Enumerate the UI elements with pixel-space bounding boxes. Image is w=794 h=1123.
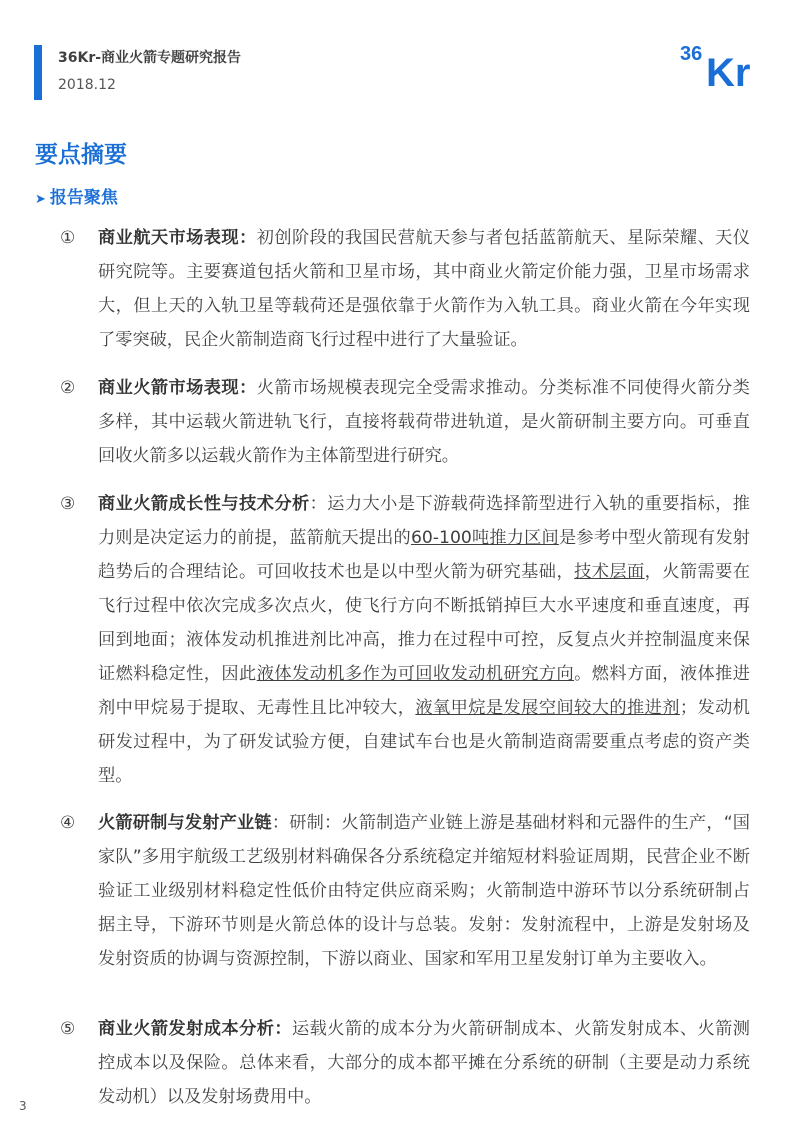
item-number: ④: [60, 813, 76, 833]
summary-item-3: [60, 487, 750, 793]
item-body: [98, 806, 750, 976]
item-text: 。燃料方面，液体推进剂中甲烷易于提取、无毒性且比冲较大，: [98, 664, 750, 718]
item-number: ⑤: [60, 1019, 76, 1039]
page-number: 3: [19, 1099, 27, 1113]
sub-title-text: 报告聚焦: [49, 188, 118, 208]
svg-text:Kr: Kr: [706, 51, 751, 92]
highlight-thrust-range: 60-100吨推力区间: [410, 528, 559, 548]
highlight-liquid-engine: 液体发动机多作为可回收发动机研究方向: [256, 664, 575, 684]
item-text: 是参考中型火箭现有发射趋势后的合理结论。可回收技术也是以中型火箭为研究基础，: [98, 528, 750, 582]
summary-item-2: [60, 371, 750, 473]
item-text: 运载火箭的成本分为火箭研制成本、火箭发射成本、火箭测控成本以及保险。总体来看，大部分的成本都平摊在分系统的研制（主要是动力系统发动机）以及发射场费用中。: [98, 1019, 750, 1107]
highlight-methane: 液氧甲烷是发展空间较大的推进剂: [415, 698, 680, 718]
summary-item-5: [60, 1012, 750, 1114]
report-date: 2018.12: [58, 77, 116, 93]
item-number: ②: [60, 378, 76, 398]
item-body: [98, 1012, 750, 1114]
36kr-logo: [680, 40, 765, 96]
svg-text:36: 36: [680, 43, 703, 65]
item-number: ①: [60, 228, 76, 248]
item-text: ：运力大小是下游载荷选择箭型进行入轨的重要指标，推力则是决定运力的前提，蓝箭航天提出的: [98, 494, 750, 548]
section-title: 要点摘要: [35, 142, 127, 168]
sub-title: [35, 183, 118, 208]
item-text: ，火箭需要在飞行过程中依次完成多次点火，使飞行方向不断抵销掉巨大水平速度和垂直速度，再回到地面；液体发动机推进剂比冲高，推力在过程中可控，反复点火并控制温度来保证燃料稳定性，因此: [98, 562, 750, 684]
item-lead: 商业火箭市场表现：: [98, 378, 257, 398]
header-accent-bar: [34, 45, 42, 100]
item-number: ③: [60, 494, 76, 514]
item-lead: 商业火箭发射成本分析：: [98, 1019, 292, 1039]
report-title: 36Kr-商业火箭专题研究报告: [58, 50, 242, 66]
item-text: 火箭市场规模表现完全受需求推动。分类标准不同使得火箭分类多样，其中运载火箭进轨飞行，直接将载荷带进轨道，是火箭研制主要方向。可垂直回收火箭多以运载火箭作为主体箭型进行研究。: [98, 378, 750, 466]
item-text: ：研制：火箭制造产业链上游是基础材料和元器件的生产，“国家队”多用宇航级工艺级别材料确保各分系统稳定并缩短材料验证周期，民营企业不断验证工业级别材料稳定性低价由特定供应商采购；火箭制造中游环节以分系统研制占据主导，下游环节则是火箭总体的设计与总装。发射：发射流程中，上游是发射场及发射资质的协调与资源控制，下游以商业、国家和军用卫星发射订单为主要收入。: [98, 813, 750, 969]
arrow-icon: ➤: [35, 192, 46, 207]
item-lead: 商业航天市场表现：: [98, 228, 257, 248]
item-text: ；发动机研发过程中，为了研发试验方便，自建试车台也是火箭制造商需要重点考虑的资产类型。: [98, 698, 750, 786]
highlight-tech-level: 技术层面: [574, 562, 645, 582]
item-body: [98, 371, 750, 473]
summary-item-4: [60, 806, 750, 976]
item-lead: 火箭研制与发射产业链: [98, 813, 272, 833]
item-body: [98, 487, 750, 793]
item-text: 初创阶段的我国民营航天参与者包括蓝箭航天、星际荣耀、天仪研究院等。主要赛道包括火箭和卫星市场，其中商业火箭定价能力强，卫星市场需求大，但上天的入轨卫星等载荷还是强依靠于火箭作为入轨工具。商业火箭在今年实现了零突破，民企火箭制造商飞行过程中进行了大量验证。: [98, 228, 750, 350]
item-lead: 商业火箭成长性与技术分析: [98, 494, 310, 514]
item-body: [98, 221, 750, 357]
summary-item-1: [60, 221, 750, 357]
